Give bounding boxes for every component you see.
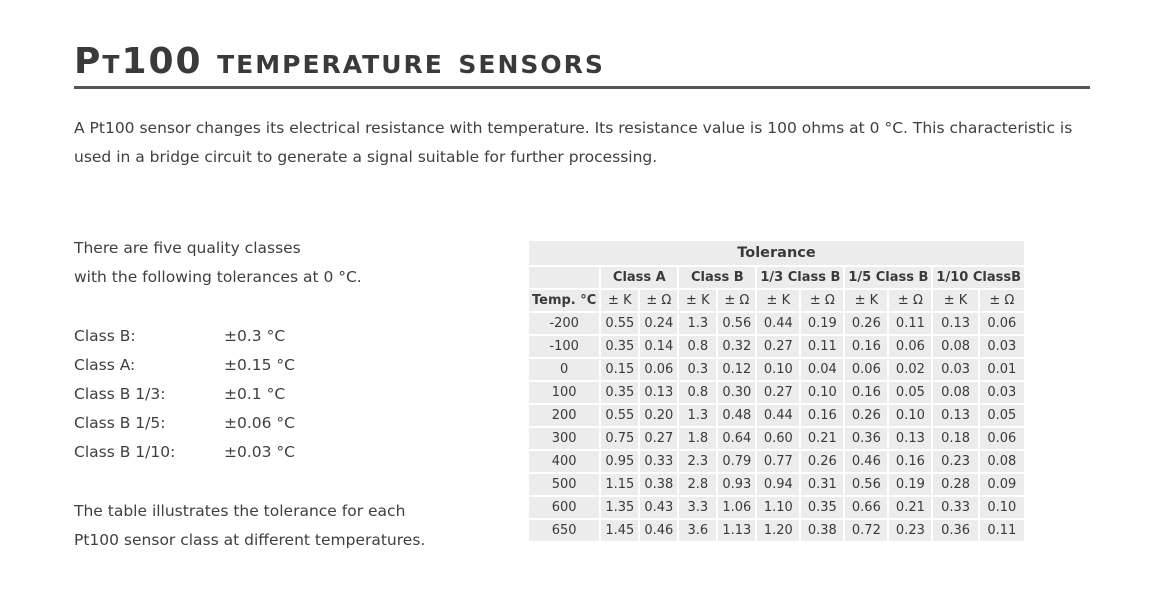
class-group-header: 1/5 Class B	[845, 267, 931, 288]
class-header-row	[529, 267, 1024, 288]
tolerance-k-cell: 0.8	[679, 382, 716, 403]
table-caption-line-1: The table illustrates the tolerance for each	[74, 502, 406, 520]
tolerance-k-cell: 0.46	[845, 451, 887, 472]
tolerance-ohm-cell: 0.09	[980, 474, 1024, 495]
tolerance-ohm-cell: 0.21	[801, 428, 843, 449]
page-title: Pt100 temperature sensors	[74, 41, 605, 82]
class-list	[74, 322, 494, 467]
tolerance-ohm-cell: 0.46	[640, 520, 677, 541]
tolerance-ohm-cell: 0.05	[889, 382, 931, 403]
tolerance-k-cell: 1.35	[601, 497, 638, 518]
tolerance-ohm-cell: 0.06	[980, 428, 1024, 449]
temperature-cell: 400	[529, 451, 599, 472]
tolerance-ohm-cell: 0.64	[718, 428, 755, 449]
tolerance-ohm-cell: 0.01	[980, 359, 1024, 380]
tolerance-ohm-cell: 0.35	[801, 497, 843, 518]
tolerance-ohm-cell: 0.21	[889, 497, 931, 518]
classes-intro-line-1: There are five quality classes	[74, 239, 301, 257]
tolerance-k-cell: 0.55	[601, 405, 638, 426]
table-row	[529, 428, 1024, 449]
tolerance-ohm-cell: 0.79	[718, 451, 755, 472]
class-group-header: Class A	[601, 267, 677, 288]
tolerance-k-cell: 2.3	[679, 451, 716, 472]
tolerance-ohm-cell: 0.14	[640, 336, 677, 357]
empty-header-cell	[529, 267, 599, 288]
class-tolerance: ±0.06 °C	[224, 414, 295, 432]
tolerance-k-cell: 0.23	[933, 451, 977, 472]
tolerance-k-cell: 0.95	[601, 451, 638, 472]
tolerance-k-cell: 1.15	[601, 474, 638, 495]
tolerance-k-cell: 0.16	[845, 336, 887, 357]
tolerance-ohm-cell: 0.30	[718, 382, 755, 403]
tolerance-k-cell: 0.3	[679, 359, 716, 380]
class-summary	[74, 234, 494, 555]
tolerance-ohm-cell: 1.06	[718, 497, 755, 518]
tolerance-ohm-cell: 0.19	[889, 474, 931, 495]
tolerance-k-cell: 0.44	[757, 405, 799, 426]
temperature-cell: 650	[529, 520, 599, 541]
tolerance-ohm-cell: 0.93	[718, 474, 755, 495]
class-tolerance: ±0.03 °C	[224, 443, 295, 461]
tolerance-ohm-cell: 0.04	[801, 359, 843, 380]
temperature-cell: 600	[529, 497, 599, 518]
tolerance-k-cell: 1.10	[757, 497, 799, 518]
tolerance-k-cell: 0.06	[845, 359, 887, 380]
tolerance-k-cell: 1.8	[679, 428, 716, 449]
tolerance-ohm-cell: 0.12	[718, 359, 755, 380]
k-header: ± K	[933, 290, 977, 311]
class-tolerance: ±0.15 °C	[224, 356, 295, 374]
class-item	[74, 380, 494, 409]
table-row	[529, 497, 1024, 518]
tolerance-ohm-cell: 0.27	[640, 428, 677, 449]
table-row	[529, 405, 1024, 426]
table-caption	[74, 497, 494, 555]
tolerance-ohm-cell: 0.10	[980, 497, 1024, 518]
k-header: ± K	[757, 290, 799, 311]
tolerance-k-cell: 0.36	[845, 428, 887, 449]
temperature-cell: -100	[529, 336, 599, 357]
tolerance-k-cell: 0.75	[601, 428, 638, 449]
tolerance-k-cell: 0.03	[933, 359, 977, 380]
tolerance-k-cell: 2.8	[679, 474, 716, 495]
table-row	[529, 474, 1024, 495]
class-name: Class B 1/5:	[74, 414, 166, 432]
tolerance-ohm-cell: 0.06	[640, 359, 677, 380]
unit-header-row	[529, 290, 1024, 311]
class-group-header: 1/10 ClassB	[933, 267, 1024, 288]
ohm-header: ± Ω	[889, 290, 931, 311]
tolerance-ohm-cell: 0.11	[801, 336, 843, 357]
k-header: ± K	[601, 290, 638, 311]
tolerance-ohm-cell: 0.19	[801, 313, 843, 334]
tolerance-k-cell: 0.18	[933, 428, 977, 449]
classes-intro-line-2: with the following tolerances at 0 °C.	[74, 268, 362, 286]
tolerance-k-cell: 0.26	[845, 405, 887, 426]
temperature-cell: -200	[529, 313, 599, 334]
class-tolerance: ±0.1 °C	[224, 385, 286, 403]
table-row	[529, 336, 1024, 357]
tolerance-k-cell: 3.3	[679, 497, 716, 518]
class-item	[74, 438, 494, 467]
table-caption-line-2: Pt100 sensor class at different temperatures.	[74, 531, 426, 549]
tolerance-ohm-cell: 0.32	[718, 336, 755, 357]
tolerance-k-cell: 1.45	[601, 520, 638, 541]
temperature-cell: 500	[529, 474, 599, 495]
k-header: ± K	[679, 290, 716, 311]
table-row	[529, 359, 1024, 380]
tolerance-table-body	[529, 313, 1024, 541]
class-name: Class B 1/10:	[74, 443, 176, 461]
tolerance-ohm-cell: 0.02	[889, 359, 931, 380]
class-item	[74, 351, 494, 380]
tolerance-table	[527, 239, 1026, 543]
tolerance-ohm-cell: 0.06	[889, 336, 931, 357]
temperature-cell: 200	[529, 405, 599, 426]
tolerance-k-cell: 0.60	[757, 428, 799, 449]
tolerance-k-cell: 0.36	[933, 520, 977, 541]
tolerance-ohm-cell: 0.20	[640, 405, 677, 426]
temperature-cell: 100	[529, 382, 599, 403]
class-name: Class B 1/3:	[74, 385, 166, 403]
tolerance-ohm-cell: 0.16	[889, 451, 931, 472]
class-group-header: 1/3 Class B	[757, 267, 843, 288]
tolerance-ohm-cell: 0.08	[980, 451, 1024, 472]
class-group-header: Class B	[679, 267, 755, 288]
tolerance-ohm-cell: 0.23	[889, 520, 931, 541]
temperature-cell: 0	[529, 359, 599, 380]
tolerance-ohm-cell: 0.33	[640, 451, 677, 472]
tolerance-ohm-cell: 0.48	[718, 405, 755, 426]
intro-paragraph: A Pt100 sensor changes its electrical resistance with temperature. Its resistance value is 100 ohms at 0 °C. This characteristic is used in a bridge circuit to generate a signal suitable for further processing.	[74, 119, 1073, 166]
tolerance-ohm-cell: 0.03	[980, 382, 1024, 403]
table-row	[529, 520, 1024, 541]
tolerance-ohm-cell: 0.26	[801, 451, 843, 472]
tolerance-ohm-cell: 0.05	[980, 405, 1024, 426]
tolerance-ohm-cell: 0.10	[889, 405, 931, 426]
tolerance-k-cell: 0.27	[757, 382, 799, 403]
tolerance-header: Tolerance	[529, 241, 1024, 265]
k-header: ± K	[845, 290, 887, 311]
tolerance-k-cell: 0.55	[601, 313, 638, 334]
tolerance-k-cell: 0.66	[845, 497, 887, 518]
tolerance-k-cell: 0.77	[757, 451, 799, 472]
ohm-header: ± Ω	[980, 290, 1024, 311]
tolerance-k-cell: 0.72	[845, 520, 887, 541]
ohm-header: ± Ω	[640, 290, 677, 311]
tolerance-ohm-cell: 0.16	[801, 405, 843, 426]
tolerance-k-cell: 0.35	[601, 336, 638, 357]
ohm-header: ± Ω	[801, 290, 843, 311]
tolerance-ohm-cell: 0.38	[801, 520, 843, 541]
tolerance-k-cell: 0.56	[845, 474, 887, 495]
title-divider	[74, 86, 1090, 89]
ohm-header: ± Ω	[718, 290, 755, 311]
class-item	[74, 409, 494, 438]
tolerance-header-row	[529, 241, 1024, 265]
tolerance-ohm-cell: 0.31	[801, 474, 843, 495]
tolerance-k-cell: 0.13	[933, 313, 977, 334]
tolerance-ohm-cell: 1.13	[718, 520, 755, 541]
tolerance-ohm-cell: 0.43	[640, 497, 677, 518]
tolerance-k-cell: 0.10	[757, 359, 799, 380]
temperature-cell: 300	[529, 428, 599, 449]
table-row	[529, 451, 1024, 472]
tolerance-ohm-cell: 0.56	[718, 313, 755, 334]
tolerance-ohm-cell: 0.06	[980, 313, 1024, 334]
tolerance-k-cell: 1.20	[757, 520, 799, 541]
table-row	[529, 382, 1024, 403]
tolerance-k-cell: 0.27	[757, 336, 799, 357]
tolerance-k-cell: 0.28	[933, 474, 977, 495]
tolerance-ohm-cell: 0.24	[640, 313, 677, 334]
table-row	[529, 313, 1024, 334]
tolerance-k-cell: 0.16	[845, 382, 887, 403]
tolerance-ohm-cell: 0.13	[640, 382, 677, 403]
tolerance-k-cell: 1.3	[679, 405, 716, 426]
class-item	[74, 322, 494, 351]
tolerance-k-cell: 0.8	[679, 336, 716, 357]
tolerance-k-cell: 0.13	[933, 405, 977, 426]
tolerance-ohm-cell: 0.38	[640, 474, 677, 495]
class-name: Class A:	[74, 356, 136, 374]
tolerance-k-cell: 0.35	[601, 382, 638, 403]
tolerance-k-cell: 0.15	[601, 359, 638, 380]
tolerance-k-cell: 0.94	[757, 474, 799, 495]
tolerance-k-cell: 0.33	[933, 497, 977, 518]
temp-header: Temp. °C	[529, 290, 599, 311]
tolerance-k-cell: 0.44	[757, 313, 799, 334]
tolerance-ohm-cell: 0.03	[980, 336, 1024, 357]
tolerance-ohm-cell: 0.11	[980, 520, 1024, 541]
tolerance-ohm-cell: 0.13	[889, 428, 931, 449]
tolerance-k-cell: 0.26	[845, 313, 887, 334]
tolerance-k-cell: 3.6	[679, 520, 716, 541]
tolerance-k-cell: 1.3	[679, 313, 716, 334]
tolerance-k-cell: 0.08	[933, 336, 977, 357]
tolerance-ohm-cell: 0.11	[889, 313, 931, 334]
tolerance-k-cell: 0.08	[933, 382, 977, 403]
class-name: Class B:	[74, 327, 136, 345]
class-tolerance: ±0.3 °C	[224, 327, 286, 345]
tolerance-ohm-cell: 0.10	[801, 382, 843, 403]
